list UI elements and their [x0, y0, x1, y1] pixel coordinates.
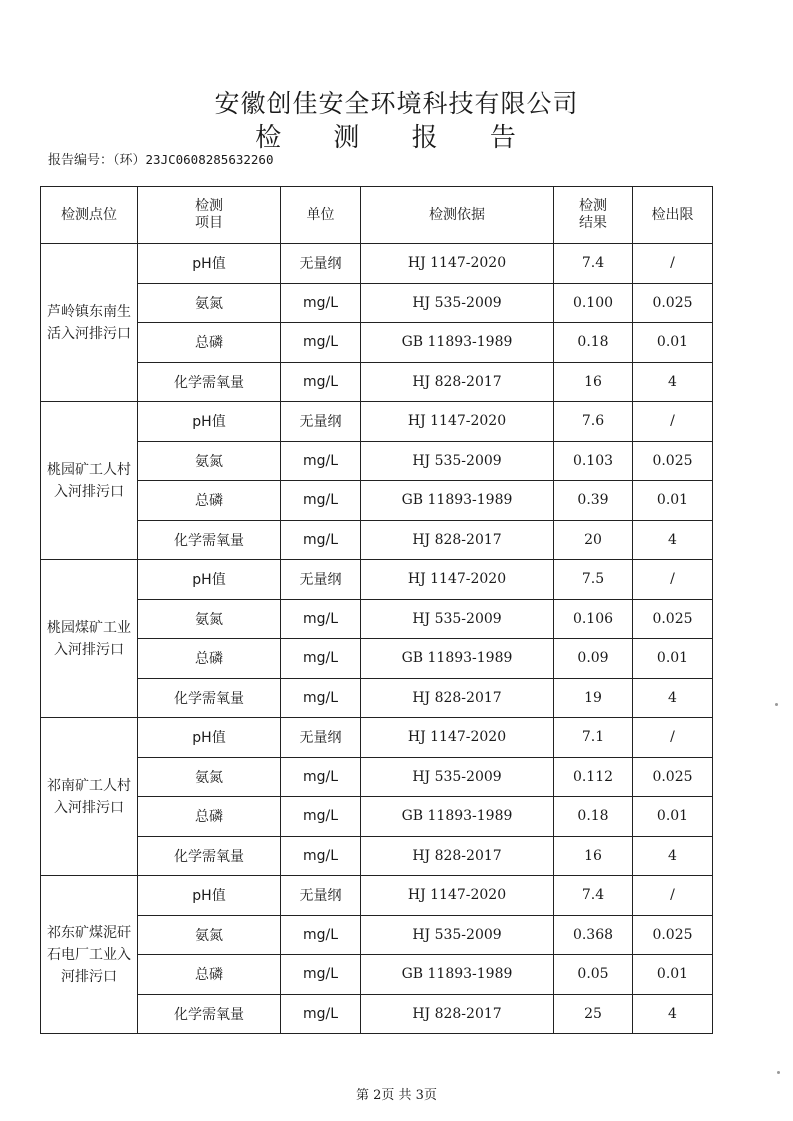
table-row	[41, 836, 713, 876]
unit-cell: mg/L	[281, 441, 361, 481]
item-cell: 总磷	[138, 481, 281, 521]
result-cell: 0.106	[554, 599, 633, 639]
result-cell: 16	[554, 362, 633, 402]
result-cell: 0.05	[554, 955, 633, 995]
result-cell: 7.6	[554, 402, 633, 442]
limit-cell: 0.01	[633, 639, 713, 679]
result-cell: 25	[554, 994, 633, 1034]
unit-cell: mg/L	[281, 994, 361, 1034]
result-cell: 19	[554, 678, 633, 718]
basis-cell: GB 11893-1989	[361, 639, 554, 679]
unit-cell: mg/L	[281, 797, 361, 837]
header-cell: 检出限	[633, 187, 713, 244]
limit-cell: 0.01	[633, 323, 713, 363]
item-cell: pH值	[138, 876, 281, 916]
table-row	[41, 402, 713, 442]
scan-speck	[775, 703, 778, 706]
table-row	[41, 323, 713, 363]
item-cell: pH值	[138, 244, 281, 284]
result-cell: 0.09	[554, 639, 633, 679]
scan-speck	[777, 1071, 780, 1074]
unit-cell: 无量纲	[281, 718, 361, 758]
result-cell: 0.368	[554, 915, 633, 955]
unit-cell: mg/L	[281, 836, 361, 876]
limit-cell: 4	[633, 520, 713, 560]
item-cell: 总磷	[138, 955, 281, 995]
site-cell: 祁南矿工人村入河排污口	[41, 718, 138, 876]
table-row	[41, 283, 713, 323]
item-cell: 氨氮	[138, 757, 281, 797]
result-cell: 16	[554, 836, 633, 876]
unit-cell: 无量纲	[281, 402, 361, 442]
report-number-line	[48, 149, 273, 168]
site-cell: 祁东矿煤泥矸石电厂工业入河排污口	[41, 876, 138, 1034]
table-header-row	[41, 187, 713, 244]
basis-cell: HJ 1147-2020	[361, 244, 554, 284]
limit-cell: 0.025	[633, 441, 713, 481]
basis-cell: HJ 828-2017	[361, 678, 554, 718]
result-cell: 0.39	[554, 481, 633, 521]
table-row	[41, 718, 713, 758]
unit-cell: 无量纲	[281, 244, 361, 284]
limit-cell: 0.01	[633, 797, 713, 837]
unit-cell: mg/L	[281, 520, 361, 560]
item-cell: 化学需氧量	[138, 678, 281, 718]
site-cell: 桃园煤矿工业入河排污口	[41, 560, 138, 718]
basis-cell: GB 11893-1989	[361, 481, 554, 521]
header-cell: 检测点位	[41, 187, 138, 244]
item-cell: 氨氮	[138, 915, 281, 955]
table-row	[41, 757, 713, 797]
basis-cell: HJ 535-2009	[361, 599, 554, 639]
basis-cell: HJ 535-2009	[361, 283, 554, 323]
basis-cell: HJ 828-2017	[361, 520, 554, 560]
report-number-value: 23JC0608285632260	[145, 152, 274, 167]
unit-cell: mg/L	[281, 915, 361, 955]
item-cell: 总磷	[138, 639, 281, 679]
result-cell: 7.4	[554, 244, 633, 284]
table-row	[41, 797, 713, 837]
result-cell: 0.100	[554, 283, 633, 323]
item-cell: pH值	[138, 560, 281, 600]
limit-cell: /	[633, 244, 713, 284]
table-row	[41, 915, 713, 955]
basis-cell: HJ 535-2009	[361, 757, 554, 797]
company-name: 安徽创佳安全环境科技有限公司	[214, 89, 579, 118]
result-cell: 0.18	[554, 323, 633, 363]
unit-cell: mg/L	[281, 639, 361, 679]
table-row	[41, 955, 713, 995]
limit-cell: 0.01	[633, 481, 713, 521]
unit-cell: mg/L	[281, 678, 361, 718]
limit-cell: /	[633, 402, 713, 442]
limit-cell: 0.01	[633, 955, 713, 995]
header-cell: 检测依据	[361, 187, 554, 244]
table-row	[41, 599, 713, 639]
unit-cell: mg/L	[281, 599, 361, 639]
basis-cell: HJ 1147-2020	[361, 560, 554, 600]
report-number-prefix: （环）	[113, 153, 146, 168]
result-cell: 7.5	[554, 560, 633, 600]
limit-cell: 4	[633, 678, 713, 718]
basis-cell: HJ 828-2017	[361, 994, 554, 1034]
limit-cell: 4	[633, 994, 713, 1034]
basis-cell: HJ 1147-2020	[361, 402, 554, 442]
result-cell: 7.4	[554, 876, 633, 916]
result-cell: 0.103	[554, 441, 633, 481]
limit-cell: /	[633, 876, 713, 916]
limit-cell: 0.025	[633, 915, 713, 955]
unit-cell: 无量纲	[281, 876, 361, 916]
limit-cell: 4	[633, 836, 713, 876]
item-cell: 氨氮	[138, 283, 281, 323]
unit-cell: 无量纲	[281, 560, 361, 600]
limit-cell: 0.025	[633, 757, 713, 797]
table-row	[41, 520, 713, 560]
header-cell: 检测 结果	[554, 187, 633, 244]
unit-cell: mg/L	[281, 955, 361, 995]
basis-cell: GB 11893-1989	[361, 797, 554, 837]
table-body	[41, 244, 713, 1034]
basis-cell: GB 11893-1989	[361, 323, 554, 363]
report-title: 检 测 报 告	[255, 123, 538, 153]
basis-cell: HJ 1147-2020	[361, 718, 554, 758]
result-cell: 7.1	[554, 718, 633, 758]
table-row	[41, 441, 713, 481]
limit-cell: /	[633, 718, 713, 758]
result-cell: 0.112	[554, 757, 633, 797]
item-cell: 化学需氧量	[138, 994, 281, 1034]
item-cell: 氨氮	[138, 599, 281, 639]
site-cell: 桃园矿工人村入河排污口	[41, 402, 138, 560]
table-row	[41, 560, 713, 600]
item-cell: 化学需氧量	[138, 362, 281, 402]
basis-cell: HJ 828-2017	[361, 836, 554, 876]
basis-cell: HJ 828-2017	[361, 362, 554, 402]
limit-cell: 0.025	[633, 599, 713, 639]
item-cell: 氨氮	[138, 441, 281, 481]
item-cell: pH值	[138, 718, 281, 758]
report-number-label: 报告编号：	[48, 153, 114, 168]
unit-cell: mg/L	[281, 283, 361, 323]
unit-cell: mg/L	[281, 362, 361, 402]
item-cell: pH值	[138, 402, 281, 442]
table-row	[41, 876, 713, 916]
item-cell: 化学需氧量	[138, 520, 281, 560]
basis-cell: HJ 535-2009	[361, 441, 554, 481]
table-row	[41, 678, 713, 718]
item-cell: 总磷	[138, 797, 281, 837]
unit-cell: mg/L	[281, 323, 361, 363]
page-number: 第 2页 共 3页	[356, 1088, 437, 1103]
table-row	[41, 362, 713, 402]
basis-cell: HJ 535-2009	[361, 915, 554, 955]
basis-cell: GB 11893-1989	[361, 955, 554, 995]
item-cell: 化学需氧量	[138, 836, 281, 876]
header-cell: 单位	[281, 187, 361, 244]
basis-cell: HJ 1147-2020	[361, 876, 554, 916]
limit-cell: /	[633, 560, 713, 600]
table-row	[41, 481, 713, 521]
result-cell: 20	[554, 520, 633, 560]
results-table	[40, 186, 713, 1034]
header-cell: 检测 项目	[138, 187, 281, 244]
table-row	[41, 639, 713, 679]
result-cell: 0.18	[554, 797, 633, 837]
limit-cell: 0.025	[633, 283, 713, 323]
unit-cell: mg/L	[281, 481, 361, 521]
table-row	[41, 244, 713, 284]
table-row	[41, 994, 713, 1034]
site-cell: 芦岭镇东南生活入河排污口	[41, 244, 138, 402]
limit-cell: 4	[633, 362, 713, 402]
unit-cell: mg/L	[281, 757, 361, 797]
item-cell: 总磷	[138, 323, 281, 363]
